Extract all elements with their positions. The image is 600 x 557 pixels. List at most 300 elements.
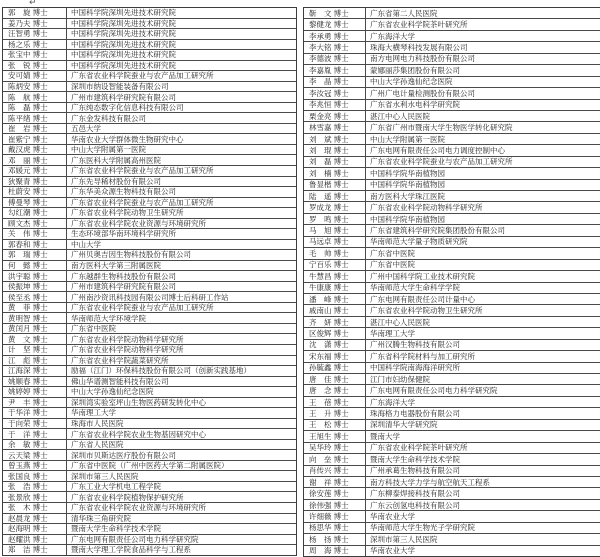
table-row (304, 225, 600, 236)
person-name-cell: 张 浩 博士 (3, 482, 67, 492)
table-row (304, 31, 600, 42)
table-row (304, 374, 600, 385)
table-row (304, 77, 600, 88)
table-row (3, 19, 296, 30)
table-row (3, 356, 296, 367)
table-row (3, 29, 296, 40)
table-row (3, 166, 296, 177)
person-name-cell: 陆 遥 博士 (304, 191, 366, 201)
person-name-cell: 邓 丽 博士 (3, 155, 67, 165)
organization-cell: 广州南沙资讯科技园有限公司博士后科研工作站 (71, 292, 229, 302)
table-row (304, 202, 600, 213)
organization-cell: 广州市建筑科学研究院有限公司 (71, 282, 176, 292)
organization-cell: 南方科技大学力学与航空航天工程系 (370, 477, 490, 487)
table-row (3, 177, 296, 188)
organization-cell: 暨南大学生命科学技术学院 (370, 454, 460, 464)
organization-cell: 珠海大横琴科技发展有限公司 (370, 43, 468, 53)
person-name-cell: 洪宇聪 博士 (3, 271, 67, 281)
person-name-cell: 宁百乐 博士 (304, 260, 366, 270)
table-row (304, 8, 600, 19)
organization-cell: 暨南大学生命科学技术学院 (71, 524, 161, 534)
table-row (3, 503, 296, 514)
table-row (3, 145, 296, 156)
organization-cell: 深圳市第三人民医院 (71, 471, 139, 481)
person-name-cell: 杨思华 博士 (304, 523, 366, 533)
organization-cell: 中国科学院深圳先进技术研究院 (71, 39, 176, 49)
person-name-cell: 张国良 博士 (3, 471, 67, 481)
person-name-cell: 牛康康 博士 (304, 283, 366, 293)
organization-cell: 广东省农业科学院动物科学研究所 (370, 203, 483, 213)
person-name-cell: 赵耀洪 博士 (3, 535, 67, 545)
person-name-cell: 黎健龙 博士 (304, 19, 366, 29)
organization-cell: 广东纯态数字化信息科技有限公司 (71, 103, 184, 113)
table-row (3, 261, 296, 272)
organization-cell: 广东省农业科学院蚕业与农产品加工研究所 (71, 197, 214, 207)
table-row (304, 397, 600, 408)
paragraph-mark-icon: ↵ (29, 0, 37, 7)
table-row (3, 492, 296, 503)
organization-cell: 广东海洋大学 (370, 397, 415, 407)
person-name-cell: 马远卓 博士 (304, 237, 366, 247)
organization-cell: 南方医科大学第三附属医院 (71, 261, 161, 271)
person-name-cell: 许细薇 博士 (304, 511, 366, 521)
person-name-cell: 徐伟强 博士 (304, 500, 366, 510)
table-row (304, 214, 600, 225)
person-name-cell: 安可婧 博士 (3, 71, 67, 81)
person-name-cell: 周 海 博士 (304, 546, 366, 556)
person-name-cell: 黄闰月 博士 (3, 324, 67, 334)
person-name-cell: 于向荣 博士 (3, 419, 67, 429)
table-row (304, 511, 600, 522)
table-row (3, 524, 296, 535)
organization-cell: 珠海市人民医院 (71, 418, 124, 428)
person-name-cell: 王 蓓 博士 (304, 397, 366, 407)
table-row (3, 103, 296, 114)
table-row (3, 345, 296, 356)
table-row (304, 180, 600, 191)
organization-cell: 中国科学院深圳先进技术研究院 (71, 60, 176, 70)
person-name-cell: 王 升 博士 (304, 408, 366, 418)
person-name-cell: 江海深 博士 (3, 366, 67, 376)
organization-cell: 广东省农业科学院动物科学研究所 (71, 345, 184, 355)
organization-cell: 中山大学孙逸仙纪念医院 (71, 387, 154, 397)
table-row (3, 429, 296, 440)
person-name-cell: 王旭生 博士 (304, 431, 366, 441)
table-row (3, 461, 296, 472)
person-name-cell: 赵晨龙 博士 (3, 514, 67, 524)
person-name-cell: 李承勇 博士 (304, 31, 366, 41)
person-name-cell: 勾红潮 博士 (3, 208, 67, 218)
table-row (3, 61, 296, 72)
organization-cell: 广东省农业科学院蔬菜研究所 (71, 355, 169, 365)
table-row (304, 248, 600, 259)
table-row (304, 237, 600, 248)
person-name-cell: 鲁显楷 博士 (304, 180, 366, 190)
organization-cell: 华南师范大学生物光子学研究院 (370, 523, 475, 533)
person-name-cell: 杜蔚安 博士 (3, 187, 67, 197)
table-row (3, 155, 296, 166)
table-row (304, 191, 600, 202)
organization-cell: 华南师范大学量子物质研究院 (370, 237, 468, 247)
table-row (3, 113, 296, 124)
person-name-cell: 刘 磊 博士 (304, 157, 366, 167)
organization-cell: 佛山华谱测智能科技有限公司 (71, 376, 169, 386)
organization-cell: 广东越群生物科技股份有限公司 (71, 271, 176, 281)
person-name-cell: 陈 航 博士 (3, 92, 67, 102)
table-row (3, 482, 296, 493)
table-row (3, 471, 296, 482)
table-row (304, 54, 600, 65)
table-row (304, 42, 600, 53)
table-row (3, 8, 296, 19)
organization-cell: 深圳湾实验室坪山生物医药研发转化中心 (71, 397, 206, 407)
organization-cell: 暨南大学 (370, 431, 400, 441)
person-name-cell: 刘 斌 博士 (304, 134, 366, 144)
organization-cell: 江门市妇幼保健院 (370, 374, 430, 384)
table-row (3, 440, 296, 451)
person-name-cell: 于 洋 博士 (3, 429, 67, 439)
person-name-cell: 计 坚 博士 (3, 345, 67, 355)
person-name-cell: 张 锐 博士 (3, 61, 67, 71)
organization-cell: 广东省农业科学院蚕业与农产品加工研究所 (71, 166, 214, 176)
person-name-cell: 戴汉虎 博士 (3, 145, 67, 155)
organization-cell: 广东省中医院（广州中医药大学第二附属医院） (71, 461, 229, 471)
table-row (3, 50, 296, 61)
table-row (3, 82, 296, 93)
organization-cell: 广东医科大学附属高州医院 (71, 155, 161, 165)
organization-cell: 广州市建筑科学研究院有限公司 (71, 92, 176, 102)
table-row (3, 303, 296, 314)
organization-cell: 华南师范大学环境学院 (71, 313, 146, 323)
table-row (304, 122, 600, 133)
table-row (304, 351, 600, 362)
table-row (304, 431, 600, 442)
table-row (304, 88, 600, 99)
person-name-cell: 杨之乐 博士 (3, 40, 67, 50)
table-row (304, 385, 600, 396)
table-row (304, 168, 600, 179)
organization-cell: 广东省农业科学院蚕业与农产品加工研究所 (370, 157, 513, 167)
person-name-cell: 崔 岩 博士 (3, 124, 67, 134)
person-name-cell: 黄明智 博士 (3, 313, 67, 323)
organization-cell: 广州广电计量检测股份有限公司 (370, 88, 475, 98)
table-row (304, 260, 600, 271)
table-row (3, 282, 296, 293)
organization-cell: 广州中国科学院工业技术研究院 (370, 271, 475, 281)
table-row (304, 546, 600, 556)
table-row (3, 334, 296, 345)
person-name-cell: 侯至丞 博士 (3, 292, 67, 302)
person-name-cell: 张宝中 博士 (3, 50, 67, 60)
phd-list-table-right (303, 7, 600, 557)
table-row (304, 488, 600, 499)
table-row (3, 387, 296, 398)
organization-cell: 广东海洋大学 (370, 31, 415, 41)
person-name-cell: 徐安莲 博士 (304, 488, 366, 498)
organization-cell: 中国科学院深圳先进技术研究院 (71, 18, 176, 28)
table-row (304, 363, 600, 374)
person-name-cell: 向 垒 博士 (304, 454, 366, 464)
table-row (3, 292, 296, 303)
organization-cell: 广东省中医院 (370, 248, 415, 258)
person-name-cell: 李汝冠 博士 (304, 88, 366, 98)
table-row (3, 408, 296, 419)
organization-cell: 华南农业大学 (370, 546, 415, 556)
person-name-cell: 唐 佳 博士 (304, 374, 366, 384)
person-name-cell: 赵海明 博士 (3, 524, 67, 534)
table-row (3, 450, 296, 461)
organization-cell: 励福（江门）环保科技股份有限公司（创新实践基地） (71, 366, 251, 376)
organization-cell: 暨南大学理工学院食品科学与工程系 (71, 545, 191, 555)
person-name-cell: 云天梁 博士 (3, 450, 67, 460)
table-row (3, 535, 296, 546)
organization-cell: 广东省科学院材料与加工研究所 (370, 351, 475, 361)
person-name-cell: 罗成龙 博士 (304, 202, 366, 212)
person-name-cell: 王 松 博士 (304, 420, 366, 430)
table-row (3, 229, 296, 240)
organization-cell: 广东省人民医院 (71, 440, 124, 450)
organization-cell: 华南理工大学 (370, 328, 415, 338)
person-name-cell: 齐 妍 博士 (304, 317, 366, 327)
table-row (304, 477, 600, 488)
person-name-cell: 黄 菲 博士 (3, 303, 67, 313)
organization-cell: 中国科学院南海海洋研究所 (370, 363, 460, 373)
person-name-cell: 郭春和 博士 (3, 240, 67, 250)
table-row (3, 271, 296, 282)
organization-cell: 广东电网有限责任公司电力科学研究院 (370, 386, 498, 396)
table-row (304, 317, 600, 328)
person-name-cell: 邓媛元 博士 (3, 166, 67, 176)
table-row (304, 454, 600, 465)
person-name-cell: 吴华玲 博士 (304, 443, 366, 453)
organization-cell: 中国科学院深圳先进技术研究院 (71, 29, 176, 39)
person-name-cell: 李兆恒 博士 (304, 100, 366, 110)
person-name-cell: 余 敏 博士 (3, 440, 67, 450)
organization-cell: 南方电网电力科技股份有限公司 (370, 54, 475, 64)
organization-cell: 广东省农业科学院动物卫生研究所 (71, 208, 184, 218)
organization-cell: 中山大学 (71, 239, 101, 249)
person-name-cell: 姚顺春 博士 (3, 377, 67, 387)
organization-cell: 中山大学孙逸仙纪念医院 (370, 77, 453, 87)
table-row (3, 40, 296, 51)
person-name-cell: 陈平绪 博士 (3, 113, 67, 123)
person-name-cell: 黄 文 博士 (3, 334, 67, 344)
person-name-cell: 刘 楠 博士 (304, 168, 366, 178)
organization-cell: 广东金发科技有限公司 (71, 113, 146, 123)
person-name-cell: 狄聚青 博士 (3, 177, 67, 187)
person-name-cell: 关 伟 博士 (3, 229, 67, 239)
table-row (3, 208, 296, 219)
person-name-cell: 刘 琨 博士 (304, 145, 366, 155)
person-name-cell: 侯振坤 博士 (3, 282, 67, 292)
organization-cell: 广东省农业科学院蚕业与农产品加工研究所 (71, 71, 214, 81)
organization-cell: 广东省中医院 (71, 324, 116, 334)
organization-cell: 华南农业大学 (370, 511, 415, 521)
organization-cell: 广东省建筑科学研究院集团股份有限公司 (370, 226, 505, 236)
organization-cell: 广东工业大学机电工程学院 (71, 482, 161, 492)
person-name-cell: 汪智勇 博士 (3, 29, 67, 39)
person-name-cell: 栗金亮 博士 (304, 111, 366, 121)
person-name-cell: 李大铭 博士 (304, 42, 366, 52)
table-row (304, 466, 600, 477)
organization-cell: 广东省农业科学院动物科学研究所 (71, 334, 184, 344)
person-name-cell: 姜乃夫 博士 (3, 19, 67, 29)
person-name-cell: 沈 潇 博士 (304, 340, 366, 350)
person-name-cell: 李德波 博士 (304, 54, 366, 64)
organization-cell: 中山大学附属第一医院 (370, 134, 445, 144)
table-row (3, 419, 296, 430)
table-row (304, 271, 600, 282)
person-name-cell: 郑 洁 博士 (3, 545, 67, 555)
organization-cell: 中国科学院深圳先进技术研究院 (71, 8, 176, 18)
person-name-cell: 戚南山 博士 (304, 305, 366, 315)
organization-cell: 深圳市贝斯达医疗股份有限公司 (71, 450, 176, 460)
organization-cell: 湛江中心人民医院 (370, 111, 430, 121)
organization-cell: 中国科学院华南植物园 (370, 214, 445, 224)
person-name-cell: 区俊辉 博士 (304, 328, 366, 338)
table-row (304, 65, 600, 76)
person-name-cell: 林雪嘉 博士 (304, 122, 366, 132)
organization-cell: 深圳市纳设智能装备有限公司 (71, 81, 169, 91)
person-name-cell: 潘 峰 博士 (304, 294, 366, 304)
organization-cell: 珠海格力电器股份有限公司 (370, 409, 460, 419)
person-name-cell: 靳 文 博士 (304, 8, 366, 18)
table-row (304, 420, 600, 431)
person-name-cell: 陈炳安 博士 (3, 82, 67, 92)
phd-list-table-left (2, 7, 297, 556)
table-row (304, 523, 600, 534)
table-row (3, 377, 296, 388)
table-row (3, 240, 296, 251)
organization-cell: 中国科学院深圳先进技术研究院 (71, 50, 176, 60)
table-row (304, 328, 600, 339)
table-row (304, 19, 600, 30)
table-row (304, 534, 600, 545)
organization-cell: 广东电网有限责任公司电力调度控制中心 (370, 145, 505, 155)
table-row (3, 219, 296, 230)
table-row (3, 71, 296, 82)
person-name-cell: 张 木 博士 (3, 503, 67, 513)
organization-cell: 广东电网有限责任公司计量中心 (370, 294, 475, 304)
organization-cell: 广东省农业科学院农业资源与环境研究所 (71, 503, 206, 513)
table-row (3, 545, 296, 555)
table-row (3, 250, 296, 261)
organization-cell: 生态环境部华南环境科学研究所 (71, 229, 176, 239)
organization-cell: 广东云创氢电科技有限公司 (370, 500, 460, 510)
organization-cell: 广东省农业科学院茶叶研究所 (370, 20, 468, 30)
person-name-cell: 江 彪 博士 (3, 356, 67, 366)
person-name-cell: 罗 鸣 博士 (304, 214, 366, 224)
person-name-cell: 于华洋 博士 (3, 408, 67, 418)
table-row (3, 92, 296, 103)
person-name-cell: 唐 念 博士 (304, 385, 366, 395)
table-row (304, 283, 600, 294)
organization-cell: 广东省农业科学院动物卫生研究所 (370, 306, 483, 316)
table-row (304, 145, 600, 156)
person-name-cell: 张景欣 博士 (3, 492, 67, 502)
organization-cell: 广东省农业科学院茶叶研究所 (370, 443, 468, 453)
person-name-cell: 谢 祥 博士 (304, 477, 366, 487)
organization-cell: 南方医科大学珠江医院 (370, 191, 445, 201)
table-row (3, 124, 296, 135)
table-row (304, 340, 600, 351)
organization-cell: 广东华美众源生物科技有限公司 (71, 187, 176, 197)
person-name-cell: 郭 瑞 博士 (3, 250, 67, 260)
organization-cell: 中国科学院华南植物园 (370, 168, 445, 178)
table-row (3, 187, 296, 198)
table-row (304, 100, 600, 111)
table-row (304, 111, 600, 122)
organization-cell: 蒙娜丽莎集团股份有限公司 (370, 65, 460, 75)
person-name-cell: 毛 帅 博士 (304, 248, 366, 258)
person-name-cell: 姚婷婷 博士 (3, 387, 67, 397)
organization-cell: 广东省中医院 (370, 260, 415, 270)
person-name-cell: 尹 丰 博士 (3, 398, 67, 408)
person-name-cell: 崔紫宁 博士 (3, 134, 67, 144)
organization-cell: 深圳清华大学研究院 (370, 420, 438, 430)
table-row (3, 514, 296, 525)
person-name-cell: 陈 磊 博士 (3, 103, 67, 113)
person-name-cell: 宋东福 博士 (304, 351, 366, 361)
organization-cell: 广东电网有限责任公司电力科学研究院 (71, 534, 199, 544)
organization-cell: 广东先导稀材股份有限公司 (71, 176, 161, 186)
organization-cell: 华南理工大学 (71, 408, 116, 418)
organization-cell: 中山大学附属第一医院 (71, 145, 146, 155)
person-name-cell: 牛慧昌 博士 (304, 271, 366, 281)
organization-cell: 广州汉腾生物科技有限公司 (370, 340, 460, 350)
organization-cell: 广东柳泰焊接科技有限公司 (370, 489, 460, 499)
organization-cell: 广东省农业科学院蚕业与农产品加工研究所 (71, 303, 214, 313)
organization-cell: 深圳市第三人民医院 (370, 534, 438, 544)
organization-cell: 广州承葛生物科技有限公司 (370, 466, 460, 476)
organization-cell: 湛江中心人民医院 (370, 317, 430, 327)
organization-cell: 广东省农业科学院植物保护研究所 (71, 492, 184, 502)
table-row (304, 443, 600, 454)
organization-cell: 广东省广州市暨南大学生物医学转化研究院 (370, 123, 513, 133)
person-name-cell: 李嘉胤 博士 (304, 65, 366, 75)
organization-cell: 广东省第二人民医院 (370, 8, 438, 18)
person-name-cell: 曾玉燕 博士 (3, 461, 67, 471)
person-name-cell: 马 旭 博士 (304, 225, 366, 235)
person-name-cell: 肖传兴 博士 (304, 466, 366, 476)
table-row (3, 313, 296, 324)
table-row (304, 305, 600, 316)
organization-cell: 广州贝奥吉因生物科技股份有限公司 (71, 250, 191, 260)
person-name-cell: 傅曼琴 博士 (3, 198, 67, 208)
table-row (3, 366, 296, 377)
table-row (3, 198, 296, 209)
person-name-cell: 杨 扬 博士 (304, 534, 366, 544)
table-row (3, 324, 296, 335)
person-name-cell: 顾文杰 博士 (3, 219, 67, 229)
person-name-cell: 孙毓鑫 博士 (304, 363, 366, 373)
organization-cell: 广东省农业科学院农业资源与环境研究所 (71, 218, 206, 228)
table-row (304, 157, 600, 168)
organization-cell: 广东省水利水电科学研究院 (370, 100, 460, 110)
organization-cell: 广东省农业科学院农业生物基因研究中心 (71, 429, 206, 439)
person-name-cell: 何 懿 博士 (3, 261, 67, 271)
table-row (304, 408, 600, 419)
table-row (304, 500, 600, 511)
organization-cell: 五邑大学 (71, 124, 101, 134)
organization-cell: 华南师范大学生命科学学院 (370, 283, 460, 293)
table-row (3, 398, 296, 409)
person-name-cell: 郭 旋 博士 (3, 8, 67, 18)
table-row (304, 294, 600, 305)
organization-cell: 华南农业大学群体微生物研究中心 (71, 134, 184, 144)
table-row (304, 134, 600, 145)
organization-cell: 清华珠三角研究院 (71, 513, 131, 523)
